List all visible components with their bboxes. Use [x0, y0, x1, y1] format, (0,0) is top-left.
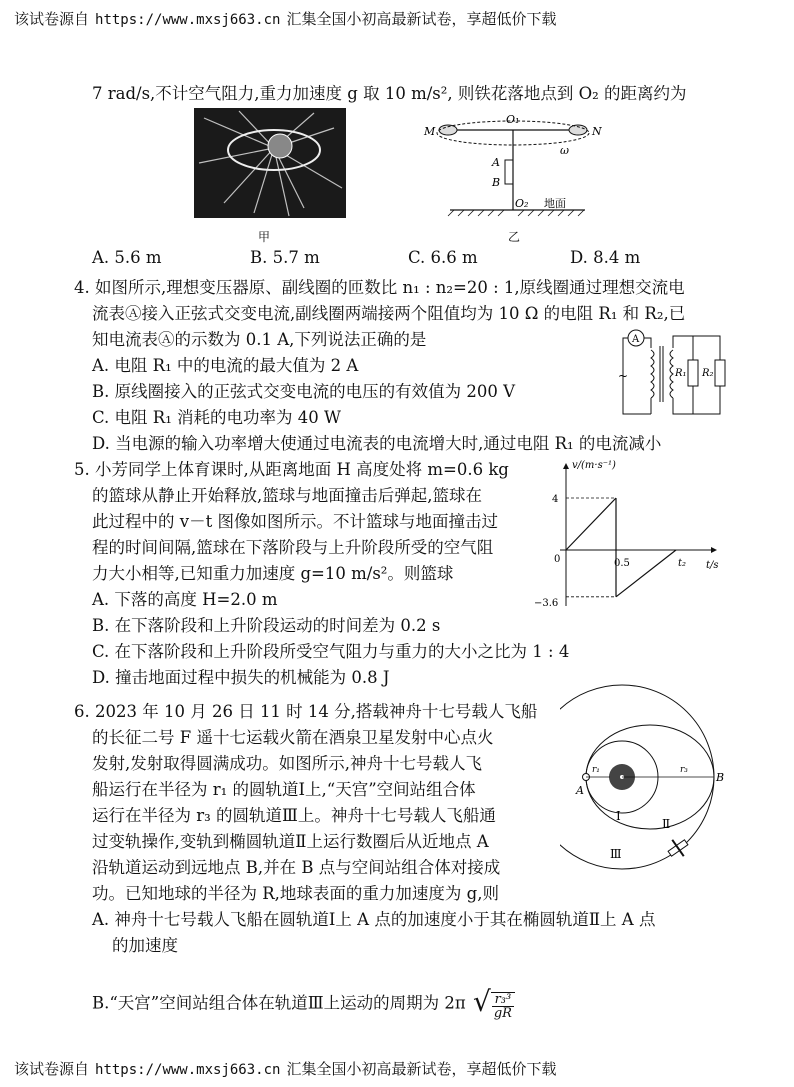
fireworks-photo: [194, 108, 346, 218]
q3-option-c: C. 6.6 m: [408, 248, 478, 267]
q6-line-4: 船运行在半径为 r₁ 的圆轨道Ⅰ上,“天宫”空间站组合体: [92, 780, 476, 799]
q4-option-d: D. 当电源的输入功率增大使通过电流表的电流增大时,通过电阻 R₁ 的电流减小: [92, 434, 662, 453]
label-II: Ⅱ: [662, 817, 671, 831]
q3-option-a: A. 5.6 m: [92, 248, 162, 267]
label-M: M: [424, 125, 436, 138]
q5-option-c: C. 在下落阶段和上升阶段所受空气阻力与重力的大小之比为 1 : 4: [92, 642, 570, 661]
rotating-rod-diagram: [420, 108, 620, 226]
footer-tail: 汇集全国小初高最新试卷，享超低价下载: [286, 1060, 557, 1078]
label-O1: O₁: [506, 113, 520, 126]
q4-option-b: B. 原线圈接入的正弦式交变电流的电压的有效值为 200 V: [92, 382, 516, 401]
q6-line-7: 沿轨道运动到远地点 B,并在 B 点与空间站组合体对接成: [92, 858, 501, 877]
q4-option-a: A. 电阻 R₁ 中的电流的最大值为 2 A: [92, 356, 359, 375]
vt-segment-1: [566, 498, 616, 550]
footer-url[interactable]: https://www.mxsj663.cn: [95, 1062, 281, 1078]
q6-option-b-text: B.“天宫”空间站组合体在轨道Ⅲ上运动的周期为 2π: [92, 993, 466, 1013]
q4-line-2: 流表Ⓐ接入正弦式交变电流,副线圈两端接两个阻值均为 10 Ω 的电阻 R₁ 和 R₂,已: [92, 304, 686, 323]
footer-site: 该试卷源自: [14, 1060, 90, 1078]
formula-denominator: gR: [493, 1006, 512, 1021]
label-I: Ⅰ: [616, 809, 621, 823]
q6-option-b: [92, 984, 515, 1024]
q3-option-d: D. 8.4 m: [570, 248, 641, 267]
q5-line-2: 的篮球从静止开始释放,篮球与地面撞击后弹起,篮球在: [92, 486, 482, 505]
q3-stem: 7 rad/s,不计空气阻力,重力加速度 g 取 10 m/s², 则铁花落地点到 O₂ 的距离约为: [92, 84, 687, 103]
fig-yi-caption: 乙: [508, 230, 521, 244]
q5-line-1: 5. 小芳同学上体育课时,从距离地面 H 高度处将 m=0.6 kg: [74, 460, 509, 479]
label-ground: 地面: [544, 197, 566, 210]
q6-line-5: 运行在半径为 r₃ 的圆轨道Ⅲ上。神舟十七号载人飞船通: [92, 806, 496, 825]
label-B: B: [492, 176, 501, 189]
vt-graph: [530, 456, 728, 616]
header-site: 该试卷源自: [14, 10, 90, 28]
orbit-diagram: [560, 680, 750, 870]
x-axis-label: t/s: [706, 560, 719, 571]
q6-line-1: 6. 2023 年 10 月 26 日 11 时 14 分,搭载神舟十七号载人飞船: [74, 702, 538, 721]
y-axis-label: v/(m·s⁻¹): [572, 460, 616, 471]
fig-jia-caption: 甲: [258, 230, 271, 244]
header-url[interactable]: https://www.mxsj663.cn: [95, 12, 281, 28]
page-footer: [14, 1058, 556, 1079]
q6-option-a-line1: A. 神舟十七号载人飞船在圆轨道Ⅰ上 A 点的加速度小于其在椭圆轨道Ⅱ上 A 点: [92, 910, 656, 929]
x-tick-0.5: 0.5: [614, 558, 630, 569]
q5-line-4: 程的时间间隔,篮球在下落阶段与上升阶段所受的空气阻: [92, 538, 494, 557]
sqrt-formula: √ $\frac{\text{r₃³}}{gR}$: [473, 984, 515, 1024]
q5-line-3: 此过程中的 v－t 图像如图所示。不计篮球与地面撞击过: [92, 512, 498, 531]
q4-option-c: C. 电阻 R₁ 消耗的电功率为 40 W: [92, 408, 341, 427]
q3-option-b: B. 5.7 m: [250, 248, 320, 267]
q5-option-d: D. 撞击地面过程中损失的机械能为 0.8 J: [92, 668, 390, 687]
q6-line-2: 的长征二号 F 遥十七运载火箭在酒泉卫星发射中心点火: [92, 728, 494, 747]
q4-line-1: 4. 如图所示,理想变压器原、副线圈的匝数比 n₁ : n₂=20 : 1,原线圈通过理想交流电: [74, 278, 685, 297]
q5-line-5: 力大小相等,已知重力加速度 g=10 m/s²。则篮球: [92, 564, 454, 583]
q6-line-3: 发射,发射取得圆满成功。如图所示,神舟十七号载人飞: [92, 754, 482, 773]
label-A: A: [492, 156, 500, 169]
header-tail: 汇集全国小初高最新试卷，享超低价下载: [286, 10, 557, 28]
y-tick-4: 4: [552, 494, 559, 505]
transformer-circuit: [618, 326, 726, 418]
label-N: N: [592, 125, 602, 138]
q4-line-3: 知电流表Ⓐ的示数为 0.1 A,下列说法正确的是: [92, 330, 427, 349]
q6-line-8: 功。已知地球的半径为 R,地球表面的重力加速度为 g,则: [92, 884, 499, 903]
r2-label: R₂: [702, 368, 714, 379]
q6-line-6: 过变轨操作,变轨到椭圆轨道Ⅱ上运行数圈后从近地点 A: [92, 832, 489, 851]
label-omega: ω: [560, 144, 569, 157]
formula-numerator: r₃³: [492, 993, 515, 1007]
label-r1: r₁: [592, 765, 600, 775]
spacecraft-icon: [664, 834, 692, 862]
label-A: A: [576, 784, 584, 797]
y-tick-neg3.6: −3.6: [534, 598, 559, 609]
source-symbol: ~: [618, 369, 629, 383]
ammeter-label: A: [632, 334, 640, 345]
label-r3: r₃: [680, 765, 688, 775]
page-header: [14, 8, 556, 29]
label-B: B: [716, 771, 725, 784]
label-III: Ⅲ: [610, 847, 622, 861]
label-O2: O₂: [515, 197, 529, 210]
q5-option-b: B. 在下落阶段和上升阶段运动的时间差为 0.2 s: [92, 616, 441, 635]
origin-label: 0: [554, 554, 561, 565]
q5-option-a: A. 下落的高度 H=2.0 m: [92, 590, 278, 609]
x-tick-t2: t₂: [678, 558, 687, 569]
q6-option-a-line2: 的加速度: [112, 936, 178, 955]
r1-label: R₁: [675, 368, 687, 379]
